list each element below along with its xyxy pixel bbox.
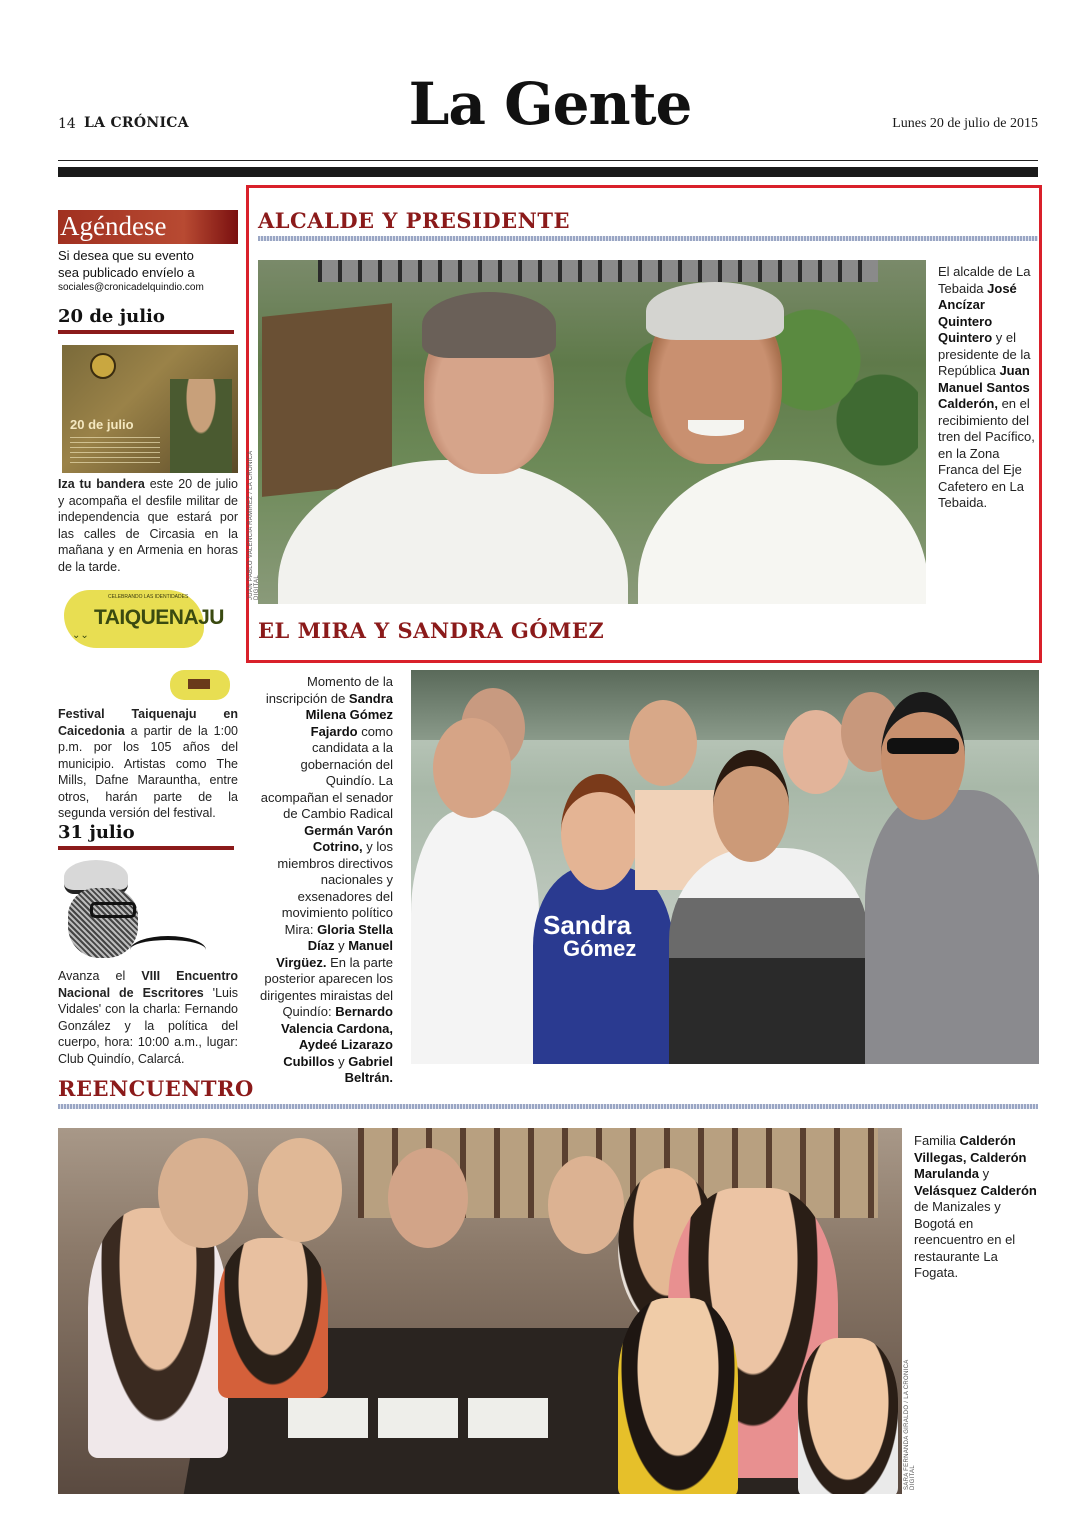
story1-caption xyxy=(938,264,1036,512)
paper-name: LA CRÓNICA xyxy=(84,115,189,131)
agenda-email: sociales@cronicadelquindio.com xyxy=(58,282,204,293)
writer-face xyxy=(68,888,138,958)
story3-caption-b2: Velásquez Calderón xyxy=(914,1182,1037,1198)
issue-date: Lunes 20 de julio de 2015 xyxy=(892,116,1038,131)
event3-date: 31 julio xyxy=(58,822,135,843)
story2-photo xyxy=(411,670,1039,1064)
adult-back-1 xyxy=(158,1138,248,1248)
logo-text: TAIQUENAJU xyxy=(94,606,224,629)
girl-front xyxy=(618,1298,738,1494)
man-right-body xyxy=(865,790,1039,1064)
story2-caption xyxy=(258,674,393,1087)
story1-caption-t2: y el presidente de la República xyxy=(938,330,1031,378)
man-left-head xyxy=(433,718,511,818)
page-number: 14 xyxy=(58,116,76,132)
story1-caption-t1: El alcalde de La Tebaida xyxy=(938,264,1031,296)
story1-caption-b1: José Ancízar Quintero Quintero xyxy=(938,280,1017,345)
agenda-intro-line1: Si desea que su evento xyxy=(58,248,194,263)
man-left-body xyxy=(411,810,539,1064)
story1-photo xyxy=(258,260,926,604)
man-right-head xyxy=(881,692,965,820)
story3-caption-t2: y xyxy=(979,1166,990,1181)
back-person-2 xyxy=(629,700,697,786)
story2-caption-t6: y xyxy=(334,1053,349,1069)
agenda-intro-line2: sea publicado envíelo a xyxy=(58,265,195,280)
story1-caption-t3: en el recibimiento del tren del Pacífico, en la Zona Franca del Eje Cafetero en La Tebaida. xyxy=(938,396,1035,510)
writer-glasses-icon xyxy=(90,902,136,918)
poster-lines xyxy=(70,437,160,463)
poster-date: 20 de julio xyxy=(70,417,134,432)
event1-rule xyxy=(58,330,234,334)
story2-caption-t5: En la parte posterior aparecen los dirigentes miraistas del Quindío: xyxy=(260,954,393,1019)
sunglasses-icon xyxy=(887,738,959,754)
story3-caption xyxy=(914,1133,1040,1282)
logo-chevrons-icon: ⌄⌄ xyxy=(72,630,89,641)
story2-caption-t2: como candidata a la gobernación del Quindío. La acompañan el senador de Cambio Radical xyxy=(260,723,393,821)
section-title: La Gente xyxy=(408,70,692,138)
back-person-3 xyxy=(783,710,849,794)
poster-soldier xyxy=(170,379,232,473)
story1-caption-b2: Juan Manuel Santos Calderón, xyxy=(938,363,1030,411)
event2-text-bold: Festival Taiquenaju en Caicedonia xyxy=(58,707,238,738)
story2-caption-b4: Manuel Virgüez. xyxy=(276,938,393,970)
story2-caption-b2: Germán Varón Cotrino, xyxy=(304,822,393,854)
event1-date: 20 de julio xyxy=(58,306,165,327)
writer-pipe-icon xyxy=(130,936,206,962)
photo-truss xyxy=(318,260,878,282)
story3-caption-b1: Calderón Villegas, Calderón Marulanda xyxy=(914,1133,1027,1181)
logo-subtitle: CELEBRANDO LAS IDENTIDADES xyxy=(108,594,189,600)
story3-photo-credit: SARA FERNANDA GIRALDO / LA CRÓNICA DIGITAL xyxy=(904,1359,916,1490)
event3-text-bold: VIII Encuentro Nacional de Escritores xyxy=(58,969,238,1000)
woman-center-head xyxy=(561,774,639,890)
event2-text-rest: a partir de la 1:00 p.m. por los 105 años del municipio. Artistas como The Mills, Dafne Marauntha, entre otros, harán parte de la segunda versión del festival. xyxy=(58,723,238,820)
story3-heading-rule xyxy=(58,1104,1038,1109)
agenda-title: Agéndese xyxy=(60,211,167,241)
poster-emblem-icon xyxy=(90,353,116,379)
event3-writer-photo xyxy=(60,858,210,962)
shirt-text-line1: Sandra xyxy=(543,910,632,940)
story2-caption-b5: Bernardo Valencia Cardona, Aydeé Lizarazo Cubillos xyxy=(281,1004,393,1069)
woman-center-body xyxy=(533,866,673,1064)
story3-caption-t3: de Manizales y Bogotá en reencuentro en el restaurante La Fogata. xyxy=(914,1199,1016,1280)
event3-text xyxy=(58,968,238,1067)
story3-heading: REENCUENTRO xyxy=(58,1076,254,1101)
taiquenaju-logo xyxy=(64,590,224,652)
story3-caption-t1: Familia xyxy=(914,1133,960,1148)
sponsor-logo xyxy=(170,670,230,700)
event3-rule xyxy=(58,846,234,850)
story3-photo xyxy=(58,1128,902,1494)
story2-heading: EL MIRA Y SANDRA GÓMEZ xyxy=(258,618,605,643)
person-right-smile xyxy=(688,420,744,436)
event2-text xyxy=(58,706,238,822)
boy-glasses xyxy=(218,1238,328,1398)
woman-right-body xyxy=(669,848,869,1064)
shirt-text-line2: Gómez xyxy=(563,936,637,961)
story1-photo-credit: JUAN PABLO VALENCIA RAMÍREZ / LA CRÓNICA DIGITAL xyxy=(248,450,260,600)
story1-heading: ALCALDE Y PRESIDENTE xyxy=(258,208,570,233)
person-right-hair xyxy=(646,282,784,340)
story2-caption-b6: Gabriel Beltrán. xyxy=(344,1053,393,1085)
story2-caption-b1: Sandra Milena Gómez Fajardo xyxy=(305,690,393,739)
masthead-thick-rule xyxy=(58,167,1038,177)
adult-back-4 xyxy=(548,1156,624,1254)
story2-caption-t1: Momento de la inscripción de xyxy=(265,674,393,706)
masthead-thin-rule xyxy=(58,160,1038,161)
photo-banner xyxy=(262,303,392,497)
story2-caption-t4: y xyxy=(334,938,349,953)
story2-caption-t3: y los miembros directivos nacionales y exsenadores del movimiento político Mira: xyxy=(277,839,393,937)
event1-text-bold: Iza tu bandera xyxy=(58,477,145,491)
story2-caption-b3: Gloria Stella Díaz xyxy=(307,921,393,953)
event3-text-pre: Avanza el xyxy=(58,969,142,983)
boy-front-right xyxy=(798,1338,898,1494)
event3-text-rest: 'Luis Vidales' con la charla: Fernando González y la política del cuerpo, hora: 10:00 a.m., lugar: Club Quindío, Calarcá. xyxy=(58,985,238,1066)
sponsor-mark-icon xyxy=(188,679,210,689)
adult-back-2 xyxy=(258,1138,342,1242)
event1-text xyxy=(58,476,238,575)
adult-back-3 xyxy=(388,1148,468,1248)
event1-text-rest: este 20 de julio y acompaña el desfile militar de independencia que estará por las calles de Circasia en la mañana y en Armenia en horas de la tarde. xyxy=(58,477,238,574)
woman-right-head xyxy=(713,750,789,862)
agenda-sidebar xyxy=(58,210,238,1070)
story1-heading-rule xyxy=(258,236,1038,241)
person-left-hair xyxy=(422,292,556,358)
event1-poster xyxy=(62,345,238,473)
photo-menus xyxy=(288,1398,548,1438)
agenda-title-bar xyxy=(58,210,238,244)
